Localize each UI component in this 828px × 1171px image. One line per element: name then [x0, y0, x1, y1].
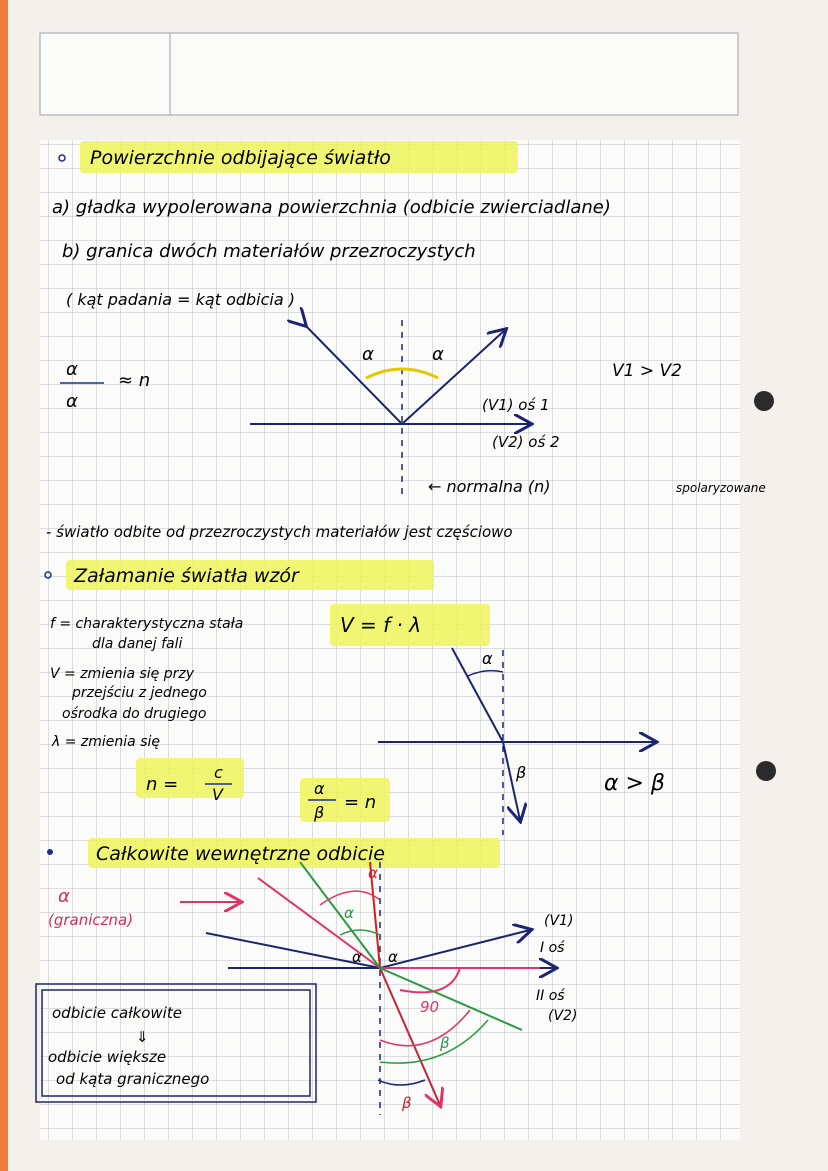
orange-margin — [0, 0, 8, 1171]
tir-note-line3: od kąta granicznego — [56, 1070, 210, 1088]
def-f1: f = charakterystyczna stała — [50, 616, 244, 632]
alpha-left: α — [362, 344, 374, 365]
tir-alpha-top: α — [368, 864, 378, 882]
section1-rule: ( kąt padania = kąt odbicia ) — [66, 290, 295, 309]
tir-v1: (V1) — [544, 913, 574, 929]
bullet — [47, 849, 53, 855]
section1-item-b: b) granica dwóch materiałów przezroczystych — [62, 241, 476, 262]
def-f2: dla danej fali — [92, 636, 183, 652]
tir-v2: (V2) — [548, 1008, 578, 1024]
ab-den: β — [314, 803, 325, 822]
section1-note: - światło odbite od przezroczystych materiałów jest częściowo — [46, 523, 513, 541]
tir-alpha-mid: α — [344, 904, 354, 922]
def-v3: ośrodka do drugiego — [62, 706, 207, 722]
n-den: V — [212, 785, 223, 804]
tir-alpha-a: α — [352, 948, 362, 966]
normal-label: ← normalna (n) — [428, 477, 551, 496]
header-box — [40, 33, 738, 115]
tir-alpha-b: α — [388, 948, 398, 966]
polarized-label: spolaryzowane — [676, 481, 766, 495]
axis1-label: (V1) oś 1 — [482, 396, 550, 414]
section2-title: Załamanie światła wzór — [74, 565, 299, 587]
ab-num: α — [314, 779, 325, 798]
tir-beta2: β — [402, 1094, 412, 1112]
punch-hole — [754, 391, 774, 411]
n-lhs: n = — [146, 774, 179, 795]
ab-rhs: = n — [344, 792, 377, 813]
refraction-alpha: α — [482, 649, 493, 668]
section1-item-a: a) gładka wypolerowana powierzchnia (odbicie zwierciadlane) — [52, 197, 611, 218]
tir-note-arrow: ⇓ — [136, 1028, 149, 1046]
tir-axis2: II oś — [536, 988, 565, 1004]
section3-title: Całkowite wewnętrzne odbicie — [96, 843, 385, 865]
section1-title: Powierzchnie odbijające światło — [90, 147, 391, 169]
alpha-beta-compare: α > β — [604, 771, 665, 796]
axis2-label: (V2) oś 2 — [492, 433, 560, 451]
critical-alpha: α — [58, 886, 70, 907]
tir-note-line2: odbicie większe — [48, 1048, 167, 1066]
punch-hole — [756, 761, 776, 781]
critical-label: (graniczna) — [48, 911, 134, 929]
frac-top: α — [66, 359, 78, 380]
frac-bottom: α — [66, 391, 78, 412]
tir-axis1: I oś — [540, 940, 565, 956]
approx-n: ≈ n — [118, 370, 151, 391]
def-v1: V = zmienia się przy — [50, 666, 195, 682]
def-lambda: λ = zmienia się — [52, 734, 160, 750]
formula-v: V = f · λ — [340, 613, 422, 637]
tir-ninety: 90 — [420, 998, 440, 1016]
refraction-beta: β — [516, 763, 527, 782]
tir-beta1: β — [440, 1034, 450, 1052]
n-num: c — [214, 763, 223, 782]
v-compare: V1 > V2 — [612, 361, 682, 381]
tir-note-line1: odbicie całkowite — [52, 1004, 182, 1022]
alpha-right: α — [432, 344, 444, 365]
def-v2: przejściu z jednego — [72, 685, 207, 701]
